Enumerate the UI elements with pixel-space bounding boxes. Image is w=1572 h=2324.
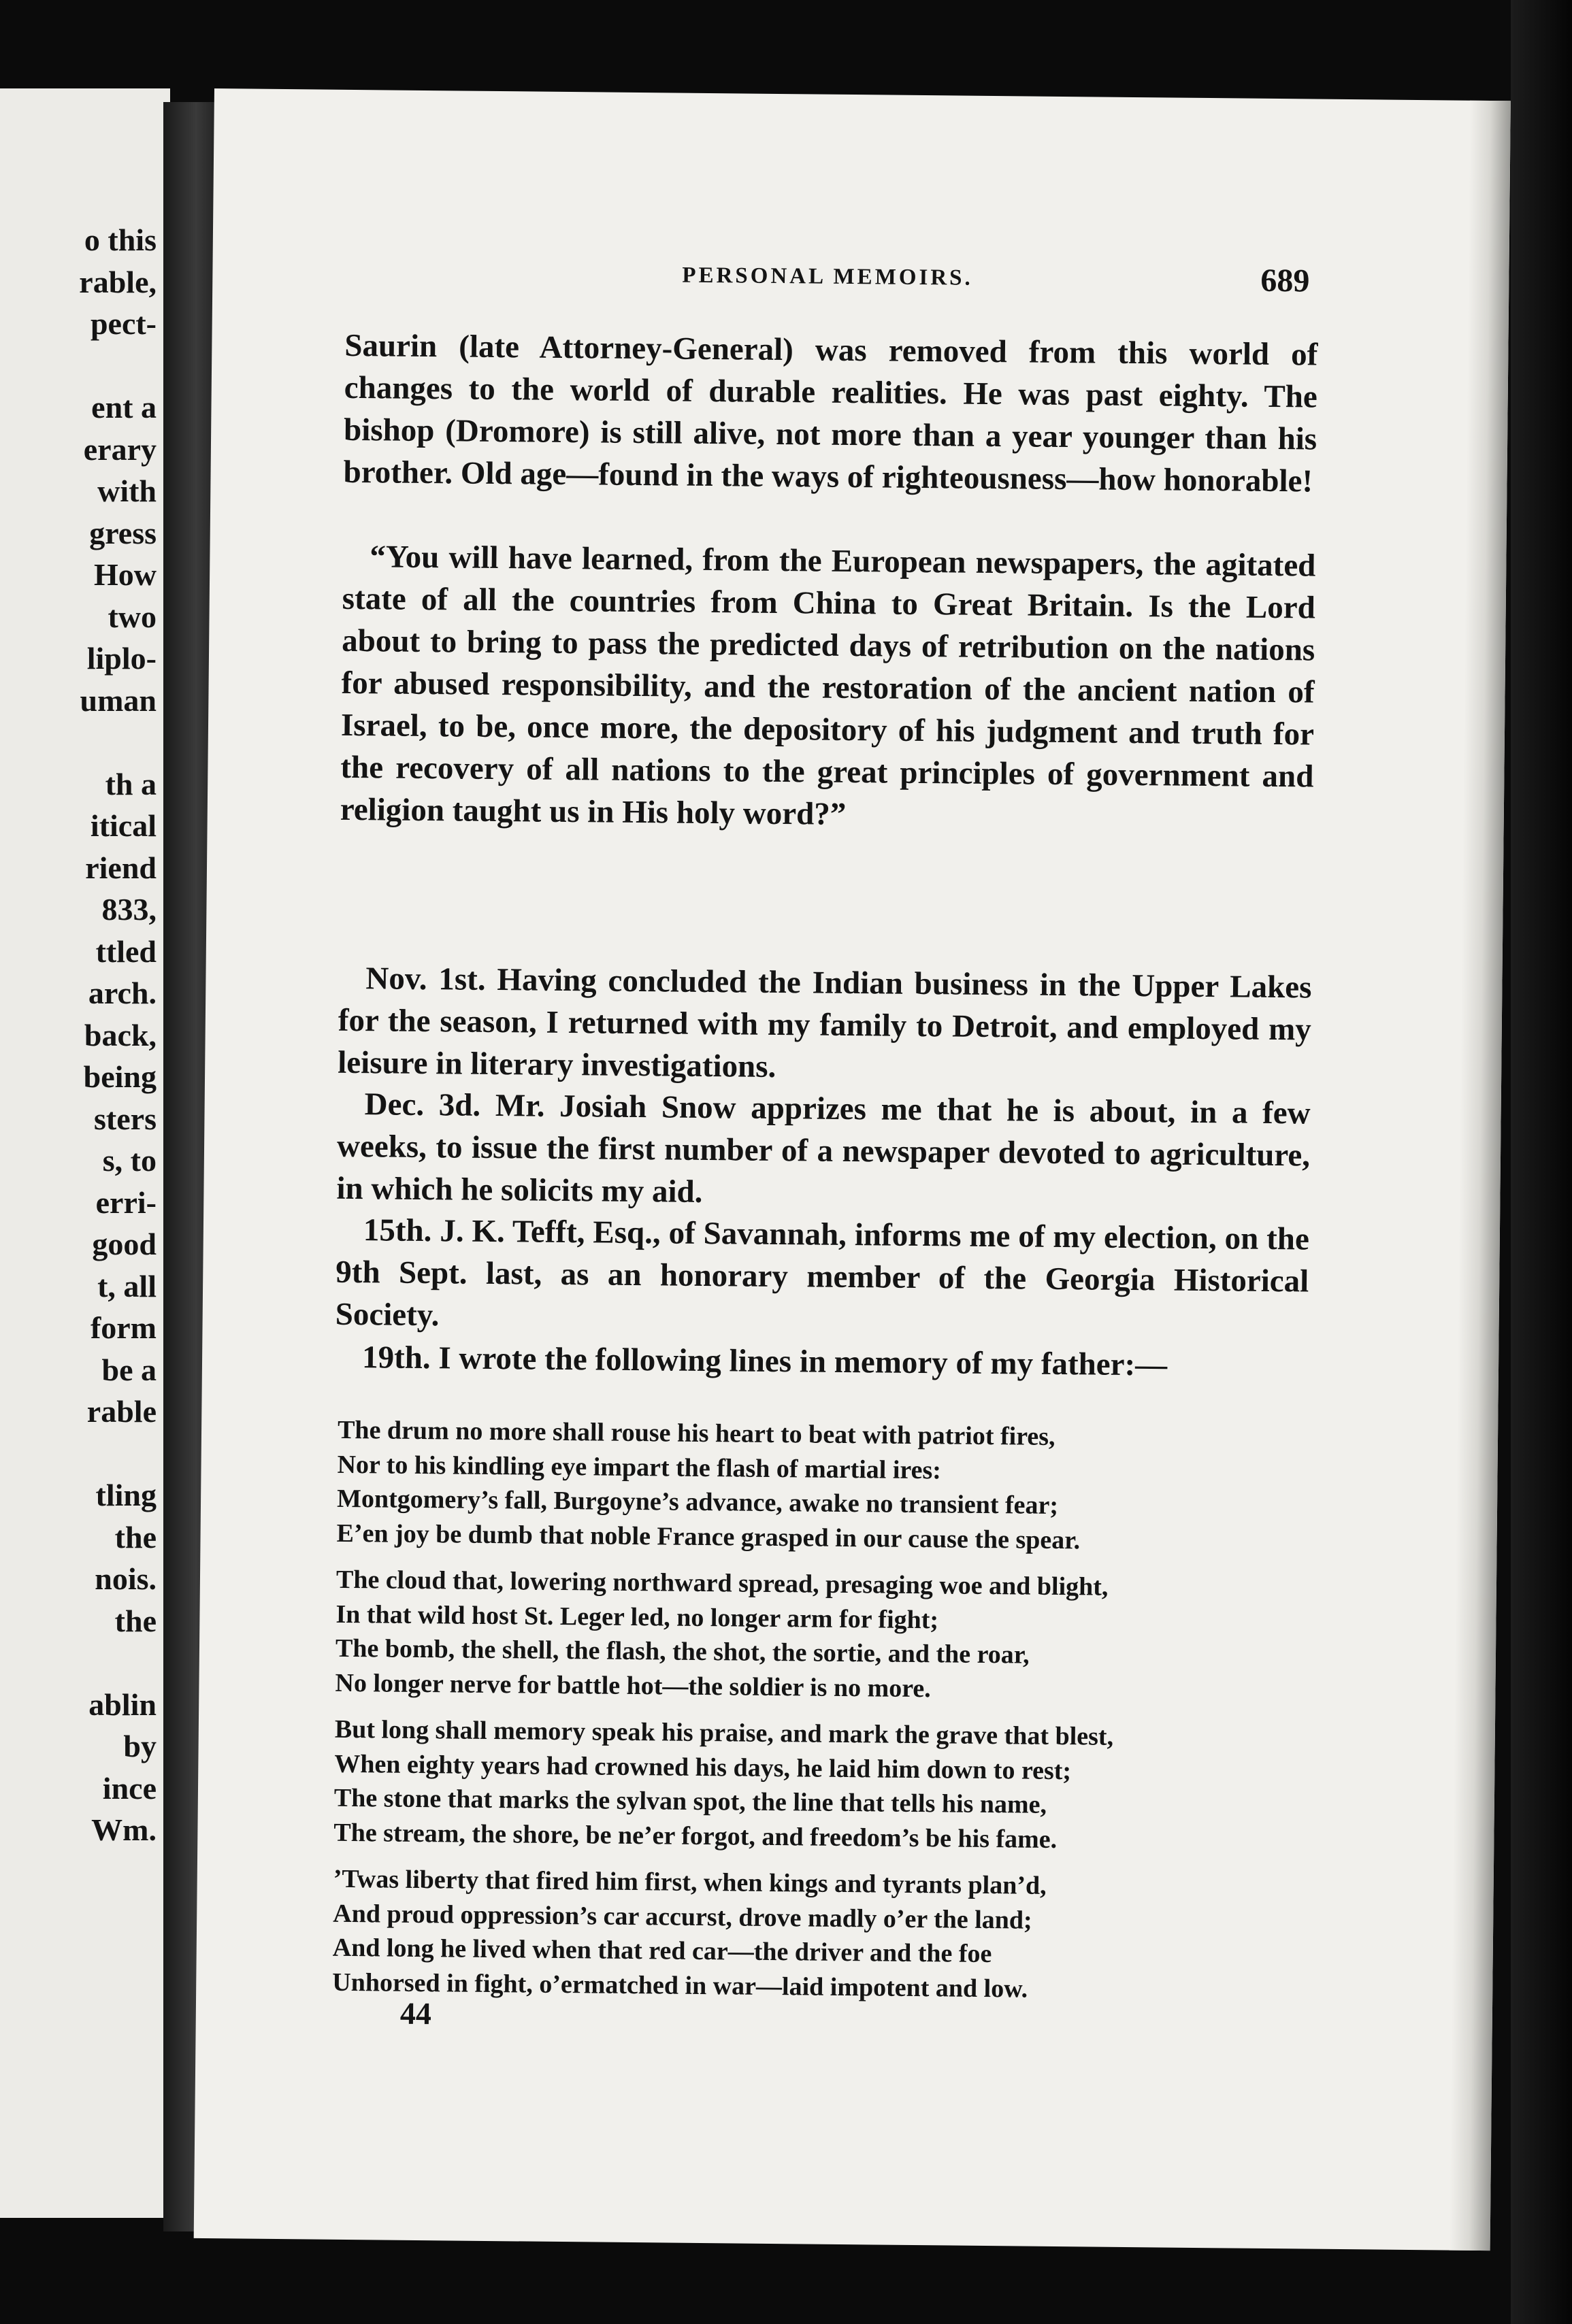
page-number: 689 — [1260, 262, 1310, 299]
poem-line: Unhorsed in fight, o’ermatched in war—laid impotent and low. — [332, 1968, 1028, 2004]
facing-page-line: 833, — [101, 892, 157, 927]
facing-page-line: pect- — [90, 306, 157, 341]
poem-line: Montgomery’s fall, Burgoyne’s advance, awake no transient fear; — [336, 1484, 1059, 1520]
facing-page-line: ince — [102, 1770, 157, 1806]
facing-page-line: nois. — [95, 1561, 157, 1596]
facing-page-line: the — [114, 1519, 157, 1555]
facing-page-line: t, all — [97, 1268, 157, 1304]
page-edge-shadow — [1450, 101, 1511, 2251]
poem-line: ’Twas liberty that fired him first, when kings and tyrants plan’d, — [333, 1864, 1047, 1900]
facing-page-line: th a — [105, 766, 157, 801]
facing-page-line: with — [97, 474, 157, 508]
facing-page-line: be a — [101, 1352, 157, 1387]
poem-line: But long shall memory speak his praise, and mark the grave that blest, — [334, 1714, 1114, 1751]
facing-page-line: rable, — [79, 264, 157, 299]
poem-line: The bomb, the shell, the flash, the shot, the sortie, and the roar, — [335, 1633, 1030, 1670]
poem-line: The drum no more shall rouse his heart to beat with patriot fires, — [337, 1415, 1055, 1451]
facing-page-line: erri- — [95, 1184, 157, 1220]
facing-page-line: rable — [86, 1394, 157, 1429]
facing-page-line: How — [94, 557, 157, 592]
poem-line: The cloud that, lowering northward spread, presaging woe and blight, — [335, 1565, 1109, 1601]
facing-page-line: arch. — [88, 976, 157, 1010]
facing-page-line: good — [92, 1227, 157, 1261]
poem-stanza-4 — [332, 1862, 1300, 2009]
poem-line: E’en joy be dumb that noble France grasped in our cause the spear. — [336, 1518, 1081, 1555]
paragraph-letter-quote: “You will have learned, from the European newspapers, the agitated state of all the countries from China to Great Britain. Is the Lord about to bring to pass the predicted days of retribution on the nations for abused responsibility, and the restoration of the ancient nation of Israel, to be, once more, the depository of his judgment and truth for the recovery of all nations to the great principles of government and religion taught us in His holy word?” — [340, 539, 1316, 832]
facing-page-line: riend — [85, 850, 157, 885]
poem-line: No longer nerve for battle hot—the soldier is no more. — [335, 1668, 932, 1703]
facing-page-line: being — [83, 1059, 157, 1094]
facing-page-line: uman — [80, 682, 157, 718]
facing-page-line: s, to — [102, 1143, 157, 1178]
poem-stanza-1 — [336, 1413, 1304, 1560]
facing-page-line: ttled — [95, 933, 157, 969]
facing-page-line: ent a — [91, 390, 157, 425]
paragraph-saurin: Saurin (late Attorney-General) was removed from this world of changes to the world of durable realities. He was past eighty. The bishop (Dromore) is still alive, not more than a year younger than his brother. Old age—found in the ways of righteousness—how honorable! — [343, 327, 1318, 499]
facing-page-line: sters — [94, 1101, 157, 1136]
facing-page-line: ablin — [88, 1687, 157, 1722]
poem-stanza-3 — [333, 1712, 1301, 1859]
facing-page-line: itical — [90, 808, 157, 843]
facing-page-line: liplo- — [86, 641, 157, 676]
book-page — [194, 88, 1511, 2251]
facing-page-line: form — [90, 1310, 157, 1345]
paragraph-dec-3d: Dec. 3d. Mr. Josiah Snow apprizes me that he is about, in a few weeks, to issue the first number of a newspaper devoted to agriculture, in which he solicits my aid. — [336, 1086, 1311, 1210]
paragraph-19th: 19th. I wrote the following lines in memory of my father:— — [361, 1340, 1168, 1383]
poem-line: And proud oppression’s car accurst, drove madly o’er the land; — [333, 1899, 1032, 1935]
facing-page-line: by — [123, 1729, 157, 1763]
facing-page-line: erary — [83, 431, 157, 467]
facing-page-line: tling — [95, 1478, 157, 1512]
facing-page-line: gress — [89, 515, 157, 550]
poem-line: Nor to his kindling eye impart the flash of martial ires: — [337, 1450, 942, 1484]
poem-stanza-2 — [335, 1563, 1303, 1710]
poem-line: The stream, the shore, be ne’er forgot, and freedom’s be his fame. — [333, 1818, 1058, 1854]
poem-line: In that wild host St. Leger led, no longer arm for fight; — [335, 1599, 939, 1634]
facing-page-line: Wm. — [91, 1812, 157, 1847]
facing-page-line: o this — [84, 222, 157, 257]
facing-page-fragment — [0, 88, 170, 2218]
paragraph-15th: 15th. J. K. Tefft, Esq., of Savannah, informs me of my election, on the 9th Sept. last, as an honorary member of the Georgia Historical Society. — [335, 1212, 1310, 1333]
running-head: PERSONAL MEMOIRS. — [682, 263, 973, 290]
facing-page-line: back, — [84, 1017, 157, 1052]
facing-page-line: two — [108, 599, 157, 634]
signature-mark: 44 — [399, 1995, 432, 2031]
scan-border — [1511, 0, 1572, 2324]
facing-page-line: the — [114, 1603, 157, 1638]
paragraph-nov-1st: Nov. 1st. Having concluded the Indian business in the Upper Lakes for the season, I returned with my family to Detroit, and employed my leisure in literary investigations. — [338, 961, 1312, 1084]
poem-line: When eighty years had crowned his days, he laid him down to rest; — [334, 1749, 1072, 1785]
poem-line: The stone that marks the sylvan spot, the line that tells his name, — [333, 1783, 1047, 1819]
poem-line: And long he lived when that red car—the driver and the foe — [332, 1933, 992, 1969]
